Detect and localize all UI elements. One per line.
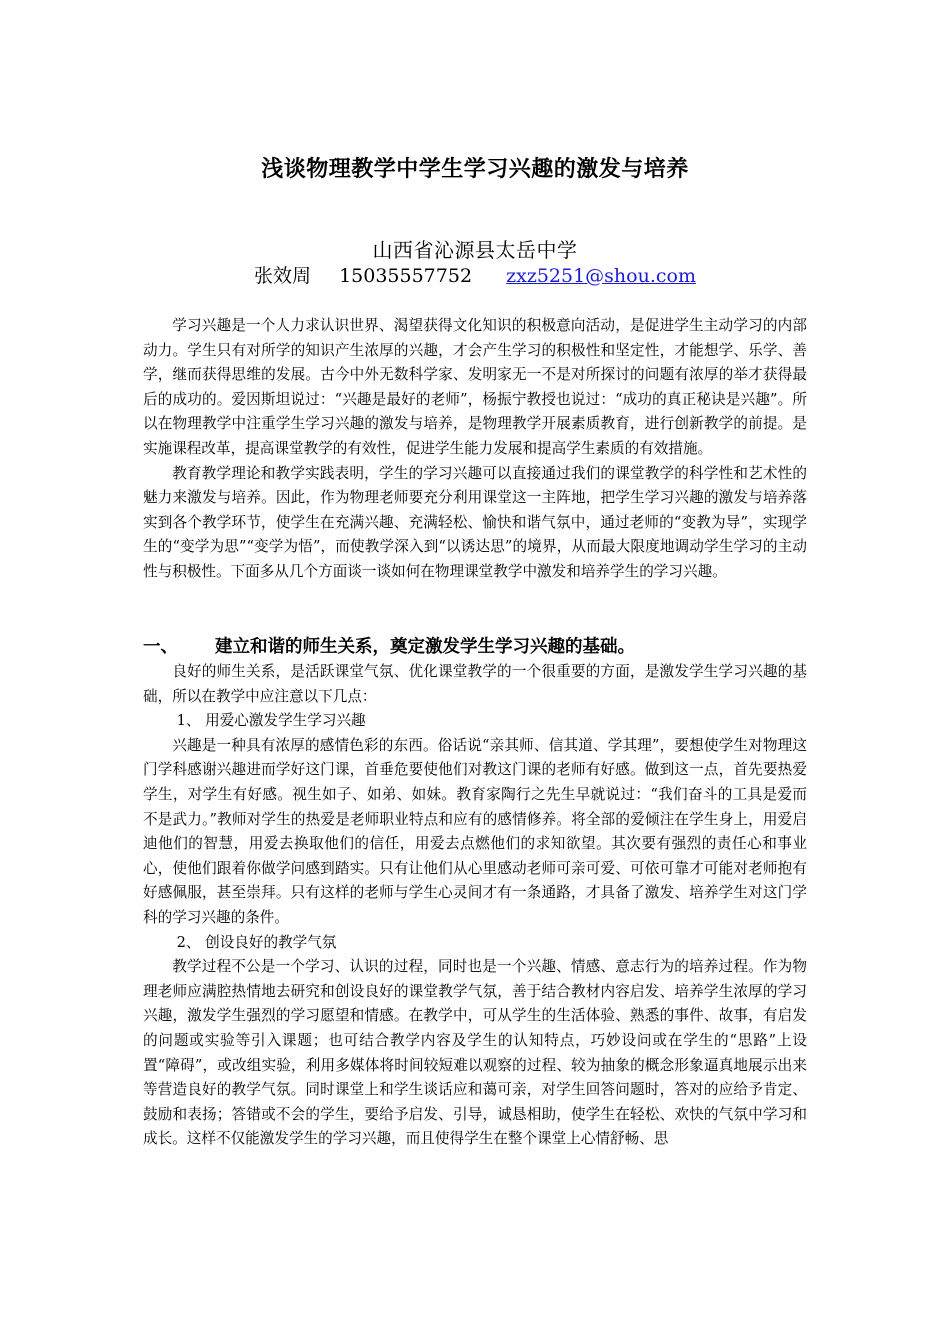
section-1-body [143,660,807,1152]
author-name: 张效周 [254,265,312,287]
author-school: 山西省沁源县太岳中学 [372,238,578,262]
section-1-heading [143,633,823,658]
subheading-2: 2、 创设良好的教学气氛 [176,933,337,951]
intro-paragraph-2: 教育教学理论和教学实践表明，学生的学习兴趣可以直接通过我们的课堂教学的科学性和艺术性的魅力来激发与培养。因此，作为物理老师要充分利用课堂这一主阵地，把学生学习兴趣的激发与培养落实到各个教学环节，使学生在充满兴趣、充满轻松、愉快和谐气氛中，通过老师的“变教为导”，实现学生的“变学为思”“变学为悟”，而使教学深入到“以诱达思”的境界，从而最大限度地调动学生学习的主动性与积极性。下面多从几个方面谈一谈如何在物理课堂教学中激发和培养学生的学习兴趣。 [143,464,807,580]
author-email-link[interactable]: zxz5251@shou.com [506,265,696,287]
section-1-number: 一、 [143,637,178,657]
author-phone: 15035557752 [339,265,473,287]
section-1-paragraph-1: 良好的师生关系，是活跃课堂气氛、优化课堂教学的一个很重要的方面，是激发学生学习兴趣的基础，所以在教学中应注意以下几点： [143,663,807,705]
author-contact-line [0,261,950,288]
section-1-heading-text: 建立和谐的师生关系，奠定激发学生学习兴趣的基础。 [215,637,635,657]
document-title: 浅谈物理教学中学生学习兴趣的激发与培养 [261,157,689,182]
intro-paragraph-1: 学习兴趣是一个人力求认识世界、渴望获得文化知识的积极意向活动，是促进学生主动学习的内部动力。学生只有对所学的知识产生浓厚的兴趣，才会产生学习的积极性和坚定性，才能想学、乐学、善学，继而获得思维的发展。古今中外无数科学家、发明家无一不是对所探讨的问题有浓厚的举才获得最后的成功的。爱因斯坦说过：“兴趣是最好的老师”，杨振宁教授也说过：“成功的真正秘诀是兴趣”。所以在物理教学中注重学生学习兴趣的激发与培养，是物理教学开展素质教育，进行创新教学的前提。是实施课程改革，提高课堂教学的有效性，促进学生能力发展和提高学生素质的有效措施。 [143,317,807,457]
section-1-paragraph-2: 兴趣是一种具有浓厚的感情色彩的东西。俗话说“亲其师、信其道、学其理”，要想使学生对物理这门学科感谢兴趣进而学好这门课，首垂危要使他们对教这门课的老师有好感。做到这一点，首先要热爱学生，对学生有好感。视生如子、如弟、如妹。教育家陶行之先生早就说过：“我们奋斗的工具是爱而不是武力。”教师对学生的热爱是老师职业特点和应有的感情修养。将全部的爱倾注在学生身上，用爱启迪他们的智慧，用爱去换取他们的信任，用爱去点燃他们的求知欲望。其次要有强烈的责任心和事业心，使他们跟着你做学问感到踏实。只有让他们从心里感动老师可亲可爱、可依可靠才可能对老师抱有好感佩服，甚至崇拜。只有这样的老师与学生心灵间才有一条通路，才具备了激发、培养学生对这门学科的学习兴趣的条件。 [143,736,807,926]
section-1-paragraph-3: 教学过程不公是一个学习、认识的过程，同时也是一个兴趣、情感、意志行为的培养过程。作为物理老师应满腔热情地去研究和创设良好的课堂教学气氛，善于结合教材内容启发、培养学生浓厚的学习兴趣，激发学生强烈的学习愿望和情感。在教学中，可从学生的生活体验、熟悉的事件、故事，有启发的问题或实验等引入课题；也可结合教学内容及学生的认知特点，巧妙设问或在学生的“思路”上设置“障碍”，或改组实验，利用多媒体将时间较短难以观察的过程、较为抽象的概念形象逼真地展示出来等营造良好的教学气氛。同时课堂上和学生谈话应和蔼可亲，对学生回答问题时，答对的应给予肯定、鼓励和表扬；答错或不会的学生，要给予启发、引导，诚恳相助，使学生在轻松、欢快的气氛中学习和成长。这样不仅能激发学生的学习兴趣，而且使得学生在整个课堂上心情舒畅、思 [143,958,807,1148]
intro-section [143,314,807,585]
subheading-1: 1、 用爱心激发学生学习兴趣 [176,712,366,730]
